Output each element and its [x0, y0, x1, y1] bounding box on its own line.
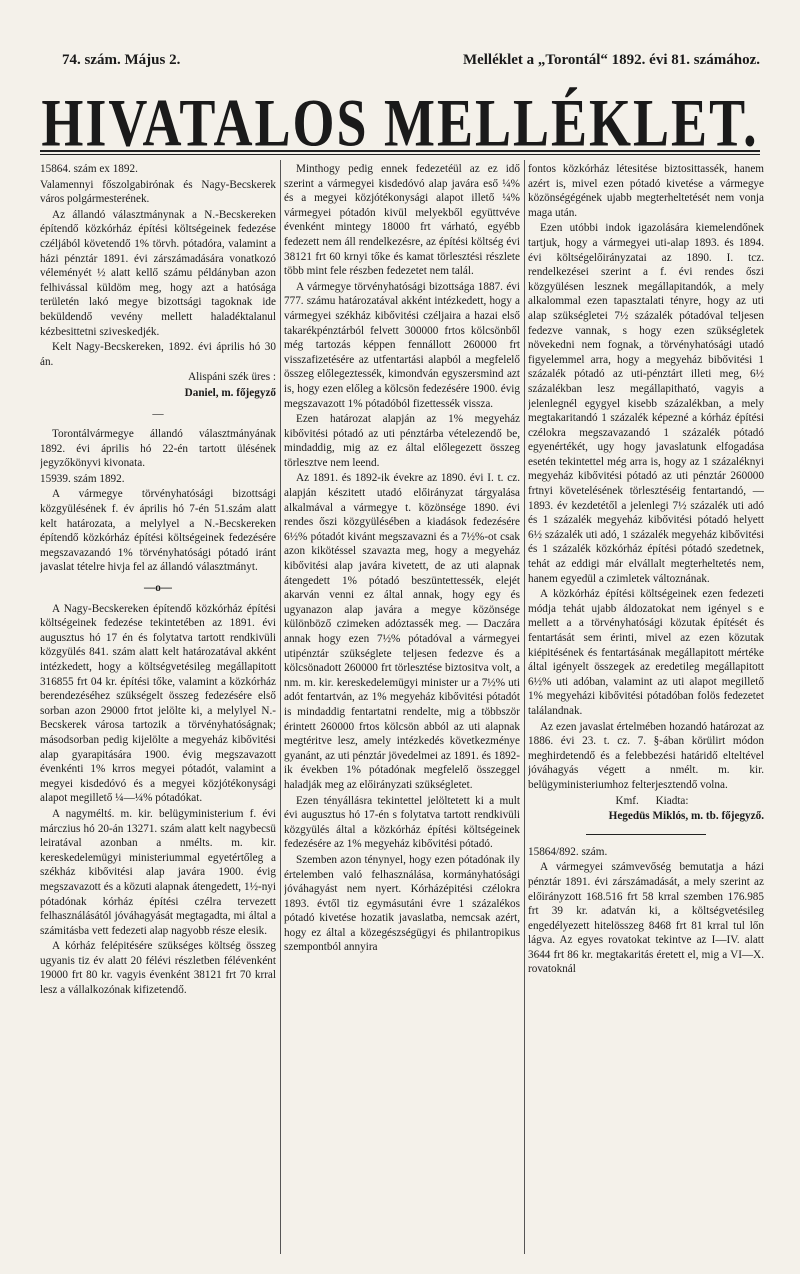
paragraph: A közkórház építési költségeinek ezen fedezeti módja tehát ujabb áldozatokat nem igényel s e mellett a a törvényhatósági közutak építését és fentartását sem érinti, mivel az ezen közutak kiépitésének és fentartásának megállapitott mértéke által igényelt összegek az eredetileg megállapitott 6½% uti adóban, valamint az uti alapot megillető 1% megyeházi kibővitési pótadóban folös fedezetet találandnak. — [528, 588, 764, 717]
title-rule — [40, 150, 760, 152]
paragraph: Az ezen javaslat értelmében hozandó határozat az 1886. évi 23. t. cz. 7. §-ában körülirt módon meghirdetendő és a felebbezési határidő elteltével jóváhagyás végett a nmélt. m. kir. belügyministeriumhoz felterjesztendő volna. — [528, 720, 764, 791]
section-heading: Torontálvármegye állandó választmányának 1892. évi április hó 22-én tartott ülésének jegyzőkönyvi kivonata. — [40, 428, 276, 470]
signature-name: Daniel, m. főjegyző — [184, 386, 276, 399]
signature-line: Alispáni szék üres : — [188, 371, 276, 384]
column-divider — [524, 160, 525, 1254]
addressee: Valamennyi főszolgabirónak és Nagy-Becskerek város polgármesterének. — [40, 178, 276, 206]
paragraph: Minthogy pedig ennek fedezetéül az ez idő szerint a vármegyei kisdedóvó alap javára eső ¼% és a megyei közjótékonysági alapot illető ¼% vármegyei pótadón kivül melyekből együttvéve évenként mintegy 18000 frt várható, egyébb fedezett nem áll rendelkezésre, az építési költség évi 38121 frt 60 krnyi tőke és kamat törlesztési részlete több mint fele részben fedezetet nem talál. — [284, 163, 520, 278]
paragraph: A vármegyei számvevőség bemutatja a házi pénztár 1891. évi zárszámadását, a mely szerint az előirányzott 168.516 frt 58 krral szemben 176.985 frt 39 kr. adatván ki, a költségvetésileg engedélyezett hitelösszeg 8468 frt 81 krral tul lőn lágva. Az egyes rovatokat tekintve az I—IV. alatt 3644 frt 86 kr. megtakaritás éretett el, mig a VI—X. rovatoknál — [528, 861, 764, 976]
paragraph: Ezen utóbbi indok igazolására kiemelendőnek tartjuk, hogy a vármegyei uti-alap 1893. és 1894. évi költségelőirányzatai az 1890. I. tcz. rendelkezései szerint a f. évi rendes őszi közgyülésen lesznek megállapitandók, a mely alkalommal ezen tapasztalati tényre, hogy az uti alap szükségletei 7½ százalék pótadóval teljesen fedezve vannak, s hogy ezen szükségletek növekedni nem fognak, a törvényhatósági utadó figyelemmel arra, hogy a megyeház bibővitési 1 százalék pótadó az uti-pénztárt illeti meg, 6½ százalékban lesz megállapitható, vagyis a jelenlegnél egygyel kisebb százalékban, a mely megtakaritandó 1 százalék képezné a kórház építési czélokra megszavazandó 1 százalék pótadó egyenértékét, ugy hogy javaslatunk elfogadása esetén tekintettel még arra is, hogy az 1 százaléknyi megyeház kibővitési pótadó az uti pénztár 260000 frtnyi követelésének törlesztéséig fentartandó, — 1893. év kezdetétől a jelenlegi 7½ százalék uti adó és 1 százalék megyeház kibővitési pótadó helyett 6½ százalék uti adó, 1 százalék megyeház kibővitési és 1 százalék közkórház építési pótadó szedetnek, tehát az eddigi már elvállalt megterheltetés nem, hanem egyedül a czimletek változnának. — [528, 222, 764, 585]
page-header — [62, 52, 760, 69]
paragraph: A Nagy-Becskereken építendő közkórház építési költségeinek fedezése tekintetében az 1891. évi augusztus hó 17 én és folytatva tartott rendkivüli közgyülés 841. szám alatt kelt határozatával akként intézkedett, hogy a költségvetésileg megállapitott 316855 frt 04 kr. építési tőke, valamint a közkórház berendezéséhez szükségelt összeg fedezésére első sorban azon 29000 frtot jelölte ki, a melylyel N.-Becskerek városa tartozik a törvényhatóságnak; másodsorban pedig kijelölte a megyeház kibővitési alap gyarapitására 1900. évig megszavazott évenkénti 1% krros megyei pótadót, valamint a megyei kisdedóvó és a megyei közjótékonysági alapot megillető ¼—¼% pótadókat. — [40, 602, 276, 805]
column-2 — [284, 162, 520, 1254]
column-1 — [40, 162, 276, 1254]
paragraph: Szemben azon ténynyel, hogy ezen pótadónak ily értelemben való felhasználása, kormányhatósági jóváhagyást nem nyert. Kórházépitési czélokra 1893. évtől tiz egymásutáni évre 1 százalékos pótadó kivetése hozatik javaslatba, nemcsak azért, hogy ez által a közegészségügyi és philantropikus szempontból annyira — [284, 853, 520, 954]
column-3 — [528, 162, 764, 1254]
paragraph: A kórház felépitésére szükséges költség összeg ugyanis tiz év alatt 20 félévi részletben félévenként 19000 frt 80 kr. vagyis évenként 38121 frt 70 krral lesz a vállalkozónak kifizetendő. — [40, 940, 276, 997]
signature-line: Kmf. Kiadta: — [615, 794, 689, 807]
separator-rule — [586, 834, 706, 835]
signature-name: Hegedüs Miklós, m. tb. főjegyző. — [608, 810, 764, 823]
paragraph: A nagyméltś. m. kir. belügyministerium f. évi márczius hó 20-án 13271. szám alatt kelt nagybecsü leiratával azonban a nmélts. m. kir. kereskedelemügyi ministeriummal egyetértőleg a székház kibővitési alap javára 1900. évig megszavazott és a közuti alapnak átengedett, 1½-nyi pótadónak kórház építési czélra tervezett felhasználásától jóváhagyását megtagadta, mi által a számitásba vett fedezeti alap nagyobb része elesik. — [40, 807, 276, 937]
doc-number: 15864/892. szám. — [528, 845, 608, 858]
paragraph: Ezen tényállásra tekintettel jelöltetett ki a mult évi augusztus hó 17-én s folytatva tartott rendkivüli közgyülés által a közkórház építési költségeinek fedezésére az 1% megyeház kibővitési pótadó. — [284, 794, 520, 851]
issue-info: 74. szám. Május 2. — [62, 52, 181, 68]
title-rule-thin — [40, 154, 760, 155]
page-title: HIVATALOS MELLÉKLET. — [41, 85, 759, 161]
separator: — — [152, 407, 164, 420]
paragraph: fontos közkórház létesitése biztosittassék, hanem azért is, mivel ezen pótadó kivetése a vármegye közönségégének ujabb megterheltetését nem vonja maga után. — [528, 163, 764, 219]
doc-number: 15939. szám 1892. — [40, 472, 125, 485]
paragraph: A vármegye törvényhatósági bizottsága 1887. évi 777. számu határozatával akként intézkedett, hogy a vármegyei székház kibővitési czéljaira a hazai első takarékpénztárból felvett 300000 frtos kölcsönből még tartozás képpen fennállott 260000 frt visszafizetésére az utfentartási alapból a megfelelő összeg előlegeztessék, kimondván egyszersmind azt is, hogy ezen előleg a kölcsön fedezésére 1900. évig megszavazott 1% pótadóból fizettessék vissza. — [284, 280, 520, 410]
paragraph: Az állandó választmánynak a N.-Becskereken építendő közkórház építési költségeinek fedezése czéljából követendő 1% törvh. pótadóra, valamint a házi pénztár 1891. évi zárszámadására vonatkozó véleményét ½ alatt kellő számu példányban azon felhivással küldöm meg, hogy azt a hatósága területén lakó megye bizottsági tagoknak ide beküldendő vevény mellett haladéktalanul kézbesittetni sziveskedjék. — [40, 208, 276, 338]
supplement-info: Melléklet a „Torontál“ 1892. évi 81. számához. — [462, 52, 760, 68]
doc-number: 15864. szám ex 1892. — [40, 163, 138, 175]
paragraph: A vármegye törvényhatósági bizottsági közgyülésének f. év április hó 7-én 51.szám alatt kelt határozata, a melylyel a N.-Becskereken építendő közkórház építési költségeinek fedezésére megszavazandó 1% törvényhatósági pótadó iránt javaslat tételre hivja fel az állandó választmányt. — [40, 488, 276, 574]
separator: —o— — [144, 582, 172, 595]
paragraph: Ezen határozat alapján az 1% megyeház kibővitési pótadó az uti pénztárba vételezendő be, mindaddig, mig az ez által előlegezett összeg törlesztve nem leend. — [284, 413, 520, 469]
date-line: Kelt Nagy-Becskereken, 1892. évi április hó 30 án. — [40, 341, 276, 368]
paragraph: Az 1891. és 1892-ik évekre az 1890. évi I. t. cz. alapján készitett utadó előirányzat tárgyalása alkalmával a vármegye t. közönsége 1890. évi rendes őszi közgyülésében a kiadások fedezésére 6½% pótadót kivánt megszavazni és a 7½%-ot csak azon kikötéssel szavazta meg, hogy a megyeház kibővitési alap javára kivetett, de az uti alapnak átengedett 1% pótadó beszüntettessék, elejét akarván venni ez által annak, hogy egy és ugyanazon alap javára a megye közönsége különböző czimeken adóztassék meg. — Daczára annak hogy ezen 7½% pótadóval a vármegyei utipénztár szükséglete teljesen fedezve és a kölcsönadott 260000 frt törlesztése biztositva volt, a nm. m. kir. kereskedelemügyi minister ur a 7½% uti adót fentartván, az 1% megyeház kibővitési pótadót is mindaddig fentartatni rendelte, mig a többször érintett 260000 frtos kölcsön abból az uti alapnak megtéritve lesz, amely intézkedés következménye gyanánt, az uti pénztár jövedelmei az 1891. és 1892-ik években 1% pótadónak megfelelő összeggel haladják meg az előirányzati szükségletet. — [284, 472, 520, 791]
column-divider — [280, 160, 281, 1254]
